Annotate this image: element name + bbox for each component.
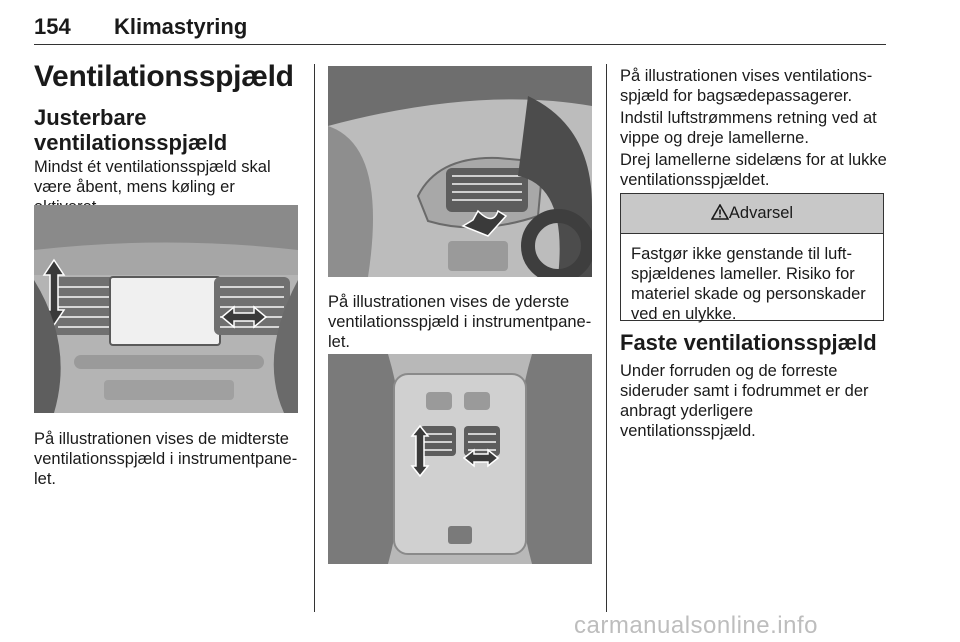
adjust-direction-paragraph: Indstil luftstrømmens retning ved at vippe og dreje lamellerne. xyxy=(620,109,877,147)
outer-vent-caption: På illustrationen vises de yderste ventilationsspjæld i instrumentpanelet. xyxy=(328,293,592,351)
outer-vent-illustration xyxy=(328,66,592,277)
rear-vents-paragraph: På illustrationen vises ventilationsspjæld for bagsædepassagerer. xyxy=(620,67,873,105)
center-vents-drawing xyxy=(34,205,298,413)
outer-vent-drawing xyxy=(328,66,592,277)
warning-title: Advarsel xyxy=(728,204,794,222)
warning-header xyxy=(621,194,883,234)
intro-paragraph: Mindst ét ventilationsspjæld skal være åbent, mens køling er xyxy=(34,158,271,196)
warning-body: Fastgør ikke genstande til luftspjældenes lameller. Risiko for materiel skade og personskader ved en ulykke. xyxy=(631,245,866,323)
section-title: Klimastyring xyxy=(114,14,248,39)
fixed-vents-paragraph: Under forruden og de forreste sideruder samt i fodrummet er der anbragt yderligere ventilationsspjæld. xyxy=(620,362,869,440)
column-divider xyxy=(314,64,315,612)
rear-vents-illustration xyxy=(328,354,592,564)
column-divider xyxy=(606,64,607,612)
page-header xyxy=(34,4,886,45)
close-vent-paragraph: Drej lamellerne sidelæns for at lukke ventilationsspjældet. xyxy=(620,151,887,189)
warning-triangle-icon xyxy=(711,204,729,220)
page-number: 154 xyxy=(34,14,71,39)
page-title: Ventilationsspjæld xyxy=(34,60,294,93)
warning-box xyxy=(620,193,884,321)
watermark: carmanualsonline.info xyxy=(574,612,818,639)
fixed-vents-heading: Faste ventilationsspjæld xyxy=(620,330,877,355)
subsection-heading: Justerbare ventilationsspjæld xyxy=(34,105,228,155)
center-vents-illustration xyxy=(34,205,298,413)
rear-vents-drawing xyxy=(328,354,592,564)
center-vents-caption: På illustrationen vises de midterste ventilationsspjæld i instrumentpanelet. xyxy=(34,430,298,488)
